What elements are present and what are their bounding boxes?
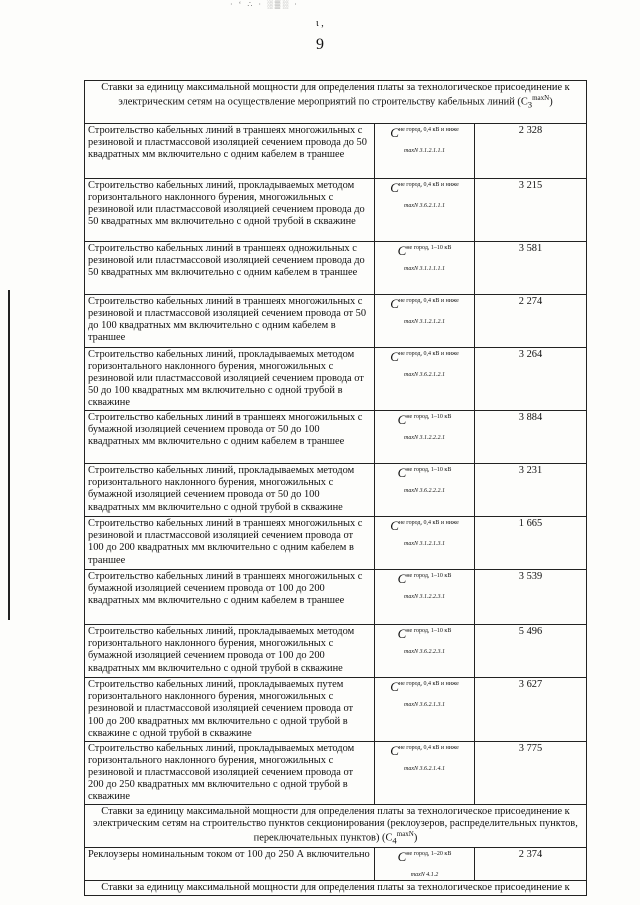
rate-code: [375, 179, 475, 242]
table-row: [85, 625, 587, 678]
rate-sup: не город, 1–20 кВ: [406, 850, 452, 857]
rate-sup: не город, 0,4 кВ и ниже: [398, 298, 459, 304]
rate-symbol: C: [397, 243, 407, 258]
rate-sup: не город, 1–10 кВ: [406, 245, 452, 251]
rate-code: [375, 295, 475, 348]
rate-sub: maxN 3.6.2.2.3.1: [404, 649, 445, 656]
rate-sub: maxN 3.1.2.1.3.1: [404, 541, 445, 548]
row-description: Строительство кабельных линий, прокладываемых методом горизонтального наклонного бурения, многожильных с резиновой или пластмассовой изоляцией сечением провода до 50 квадратных мм включительно с одной трубой в скважине: [85, 179, 375, 242]
rate-code: [375, 678, 475, 741]
table-row: [85, 124, 587, 179]
rate-sub: maxN 3.1.2.2.2.1: [404, 435, 445, 442]
rate-value: 2 374: [475, 847, 587, 880]
rate-value: 3 231: [475, 464, 587, 517]
row-description: Строительство кабельных линий в траншеях многожильных с резиновой и пластмассовой изоляцией сечением провода от 100 до 200 квадратных мм включительно с одним кабелем в траншее: [85, 517, 375, 570]
rate-value: 2 328: [475, 124, 587, 179]
rate-sub: maxN 3.6.2.1.1.1: [404, 203, 445, 210]
rate-value: 3 264: [475, 348, 587, 411]
table-row: [85, 570, 587, 625]
rate-sub: maxN 3.6.2.2.2.1: [404, 488, 445, 495]
rate-sup: не город, 0,4 кВ и ниже: [398, 182, 459, 188]
rate-symbol: C: [390, 296, 399, 311]
rate-sup: не город, 0,4 кВ и ниже: [398, 351, 459, 357]
rate-value: 3 539: [475, 570, 587, 625]
rate-code: [375, 570, 475, 625]
row-description: Строительство кабельных линий, прокладываемых путем горизонтального наклонного бурения, многожильных с резиновой и пластмассовой изоляцией сечением провода от 100 до 200 квадратных мм включительно с одной трубой в скважине с одной трубой в скважине: [85, 678, 375, 741]
rate-symbol: C: [390, 125, 399, 140]
section-header-row: [85, 880, 587, 895]
scan-artifacts: · ʻ ∴ · ░▒░ ·: [230, 0, 299, 9]
table-row: [85, 295, 587, 348]
table-row: [85, 242, 587, 295]
rate-sub: maxN 3.6.2.1.2.1: [404, 372, 445, 379]
section3-header: Ставки за единицу максимальной мощности для определения платы за технологическое присоединение к: [85, 880, 587, 895]
rate-symbol: C: [397, 626, 407, 642]
section-header-row: [85, 804, 587, 847]
rate-value: 1 665: [475, 517, 587, 570]
table-row: [85, 464, 587, 517]
row-description: Строительство кабельных линий в траншеях одножильных с резиновой или пластмассовой изоляцией сечением провода до 50 квадратных мм включительно с одним кабелем в траншее: [85, 242, 375, 295]
rate-code: [375, 847, 475, 880]
table-row: [85, 741, 587, 804]
rate-sub: maxN 3.1.2.1.1.1: [404, 148, 445, 155]
rate-symbol: C: [390, 349, 399, 364]
rate-sup: не город, 1–10 кВ: [406, 628, 452, 635]
row-description: Реклоузеры номинальным током от 100 до 250 А включительно: [85, 847, 375, 880]
rate-sub: maxN 4.1.2: [410, 871, 439, 878]
rate-code: [375, 517, 475, 570]
rate-symbol: C: [397, 848, 407, 864]
table-row: [85, 348, 587, 411]
rate-sub: maxN 3.1.2.2.3.1: [404, 594, 445, 601]
rate-sup: не город, 0,4 кВ и ниже: [398, 744, 459, 751]
row-description: Строительство кабельных линий в траншеях многожильных с бумажной изоляцией сечением провода от 50 до 100 квадратных мм включительно с одним кабелем в траншее: [85, 411, 375, 464]
row-description: Строительство кабельных линий, прокладываемых методом горизонтального наклонного бурения, многожильных с бумажной изоляцией сечением провода от 50 до 100 квадратных мм включительно с одной трубой в скважине: [85, 464, 375, 517]
rate-symbol: C: [397, 412, 407, 428]
row-description: Строительство кабельных линий, прокладываемых методом горизонтального наклонного бурения, многожильных с бумажной изоляцией сечением провода от 100 до 200 квадратных мм включительно с одной трубой в скважине: [85, 625, 375, 678]
section-header-row: [85, 81, 587, 124]
table-row: [85, 517, 587, 570]
rate-code: [375, 242, 475, 295]
scan-mark: ι ,: [316, 18, 324, 29]
section1-header: Ставки за единицу максимальной мощности для определения платы за технологическое присоединение к электрическим сетям на осуществление мероприятий по строительству кабельных линий $(C_3^{maxN})$: [85, 81, 587, 124]
row-description: Строительство кабельных линий в траншеях многожильных с бумажной изоляцией сечением провода от 100 до 200 квадратных мм включительно с одним кабелем в траншее: [85, 570, 375, 625]
rate-value: 5 496: [475, 625, 587, 678]
rate-sup: не город, 0,4 кВ и ниже: [398, 681, 459, 688]
rate-value: 3 215: [475, 179, 587, 242]
table-row: [85, 678, 587, 741]
page-number: 9: [316, 36, 324, 53]
rate-sub: maxN 3.6.2.1.3.1: [404, 702, 445, 709]
rate-code: [375, 411, 475, 464]
rate-value: 3 581: [475, 242, 587, 295]
rate-code: [375, 348, 475, 411]
rate-code: [375, 124, 475, 179]
rate-value: 3 884: [475, 411, 587, 464]
rate-code: [375, 741, 475, 804]
rate-code: [375, 625, 475, 678]
section2-header: Ставки за единицу максимальной мощности для определения платы за технологическое присоединение к электрическим сетям на строительство пунктов секционирования (реклоузеров, распределительных пунктов, переключательных пунктов) $(C_4^{maxN})$: [85, 804, 587, 847]
rate-symbol: C: [390, 742, 399, 758]
rate-sup: не город, 0,4 кВ и ниже: [398, 127, 459, 133]
rate-sup: не город, 1–10 кВ: [406, 414, 452, 421]
rate-sup: не город, 1–10 кВ: [406, 573, 452, 580]
row-description: Строительство кабельных линий в траншеях многожильных с резиновой и пластмассовой изоляцией сечением провода от 50 до 100 квадратных мм включительно с одним кабелем в траншее: [85, 295, 375, 348]
rate-sup: не город, 1–10 кВ: [406, 467, 452, 474]
rate-sup: не город, 0,4 кВ и ниже: [398, 520, 459, 527]
rate-value: 3 627: [475, 678, 587, 741]
rate-symbol: C: [397, 571, 407, 587]
row-description: Строительство кабельных линий в траншеях многожильных с резиновой и пластмассовой изоляцией сечением провода до 50 квадратных мм включительно с одним кабелем в траншее: [85, 124, 375, 179]
table-row: [85, 179, 587, 242]
rate-value: 3 775: [475, 741, 587, 804]
rate-sub: maxN 3.1.2.1.2.1: [404, 319, 445, 326]
rate-sub: maxN 3.1.1.1.1.1: [404, 266, 445, 273]
rates-table: [84, 80, 587, 896]
rate-code: [375, 464, 475, 517]
row-description: Строительство кабельных линий, прокладываемых методом горизонтального наклонного бурения, многожильных с резиновой и пластмассовой изоляцией сечением провода от 200 до 250 квадратных мм включительно с одной трубой в скважине: [85, 741, 375, 804]
rate-symbol: C: [390, 679, 399, 695]
rate-symbol: C: [390, 518, 399, 534]
rate-sub: maxN 3.6.2.1.4.1: [404, 765, 445, 772]
table-row: [85, 411, 587, 464]
rate-symbol: C: [397, 465, 407, 481]
margin-line: [8, 290, 10, 620]
rate-symbol: C: [390, 180, 399, 195]
row-description: Строительство кабельных линий, прокладываемых методом горизонтального наклонного бурения, многожильных с резиновой или пластмассовой изоляцией сечением провода от 50 до 100 квадратных мм включительно с одной трубой в скважине: [85, 348, 375, 411]
table-row: [85, 847, 587, 880]
rate-value: 2 274: [475, 295, 587, 348]
